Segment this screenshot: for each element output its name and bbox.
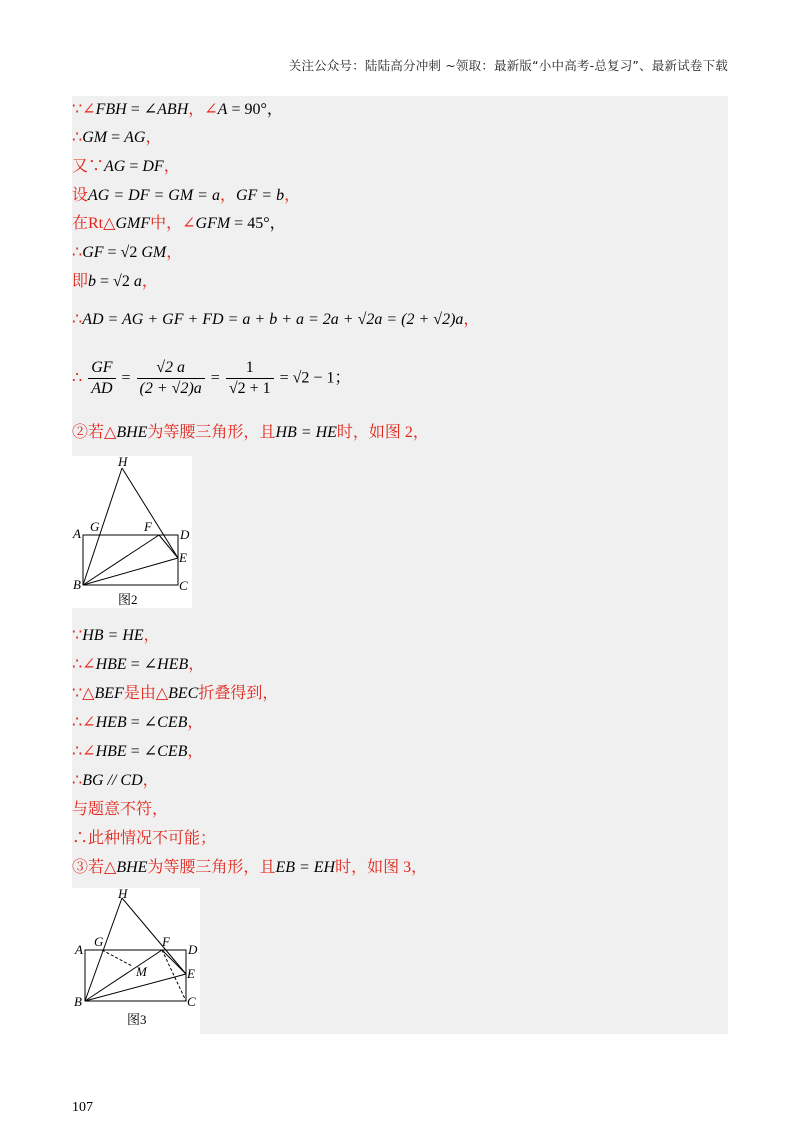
line-16: ∴BG // CD，: [72, 772, 159, 789]
line-7: 即b = √2 a，: [72, 273, 158, 290]
segment-he: [122, 468, 178, 558]
fig2-label-c: C: [179, 578, 188, 593]
solution-panel: [72, 96, 728, 1034]
fig2-label-f: F: [144, 519, 152, 534]
fig3-label-m: M: [136, 964, 147, 979]
line-18: ∴此种情况不可能；: [72, 830, 217, 847]
segment-fe: [162, 950, 186, 974]
fig3-caption: 图3: [127, 1012, 147, 1027]
fraction-sqrt2a: $\frac{√2 a}{(2 + √2)a}$: [137, 358, 205, 399]
line-15: ∴∠HBE = ∠CEB，: [72, 743, 204, 760]
segment-he: [122, 898, 186, 974]
dashed-fc: [162, 950, 186, 1001]
figure-3: [72, 888, 200, 1034]
figure-2-diagram: [72, 456, 192, 608]
segment-be: [83, 558, 178, 585]
segment-fe: [159, 535, 178, 558]
fig2-label-h: H: [118, 456, 128, 469]
line-13: ∵△BEF是由△BEC折叠得到，: [72, 685, 279, 702]
line-10: ②若△BHE为等腰三角形，且HB = HE时，如图 2，: [72, 424, 429, 441]
fraction-gf-ad: $\frac{GF}{AD}$: [88, 358, 115, 399]
fig3-label-b: B: [74, 994, 82, 1009]
segment-bf: [85, 950, 162, 1001]
dashed-gm: [102, 950, 132, 966]
fig3-label-f: F: [162, 934, 170, 949]
fig3-label-g: G: [94, 934, 104, 949]
fig3-label-c: C: [187, 994, 196, 1009]
line-19: ③若△BHE为等腰三角形，且EB = EH时，如图 3，: [72, 859, 428, 876]
segment-bf: [83, 535, 159, 585]
line-12: ∴∠HBE = ∠HEB，: [72, 656, 205, 673]
page-header: 关注公众号：陆陆高分冲刺 ~领取：最新版“小中高考-总复习”、最新试卷下载: [288, 58, 728, 73]
page-number: 107: [72, 1100, 93, 1115]
figure-3-diagram: [72, 888, 200, 1034]
fig3-label-h: H: [118, 888, 128, 901]
line-5: 在Rt△GMF中，∠GFM = 45°，: [72, 215, 286, 232]
line-2: ∴GM = AG，: [72, 129, 162, 146]
line-17: 与题意不符，: [72, 801, 169, 818]
segment-bh: [83, 468, 122, 585]
fig2-label-a: A: [73, 526, 81, 541]
fig2-label-b: B: [73, 577, 81, 592]
fig3-label-e: E: [187, 966, 195, 981]
line-9: ∴ $\frac{GF}{AD}$ = $\frac{√2 a}{(2 + √2)a}$ = $\frac{1}{√2 + 1}$ = √2 − 1；: [72, 359, 351, 397]
line-11: ∵HB = HE，: [72, 627, 160, 644]
line-8: ∴AD = AG + GF + FD = a + b + a = 2a + √2a = (2 + √2)a，: [72, 311, 480, 328]
fig2-label-e: E: [179, 550, 187, 565]
line-4: 设AG = DF = GM = a，GF = b，: [72, 187, 301, 204]
fig2-caption: 图2: [118, 592, 138, 607]
line-3: 又∵AG = DF，: [72, 158, 180, 175]
fig3-label-d: D: [188, 942, 198, 957]
fig2-label-g: G: [90, 519, 100, 534]
line-14: ∴∠HEB = ∠CEB，: [72, 714, 204, 731]
fig2-label-d: D: [180, 527, 190, 542]
fig3-label-a: A: [75, 942, 83, 957]
line-1: ∵∠FBH = ∠ABH，∠A = 90°，: [72, 101, 283, 118]
fraction-one: $\frac{1}{√2 + 1}$: [226, 358, 274, 399]
line-6: ∴GF = √2 GM，: [72, 244, 183, 261]
figure-2: [72, 456, 192, 608]
